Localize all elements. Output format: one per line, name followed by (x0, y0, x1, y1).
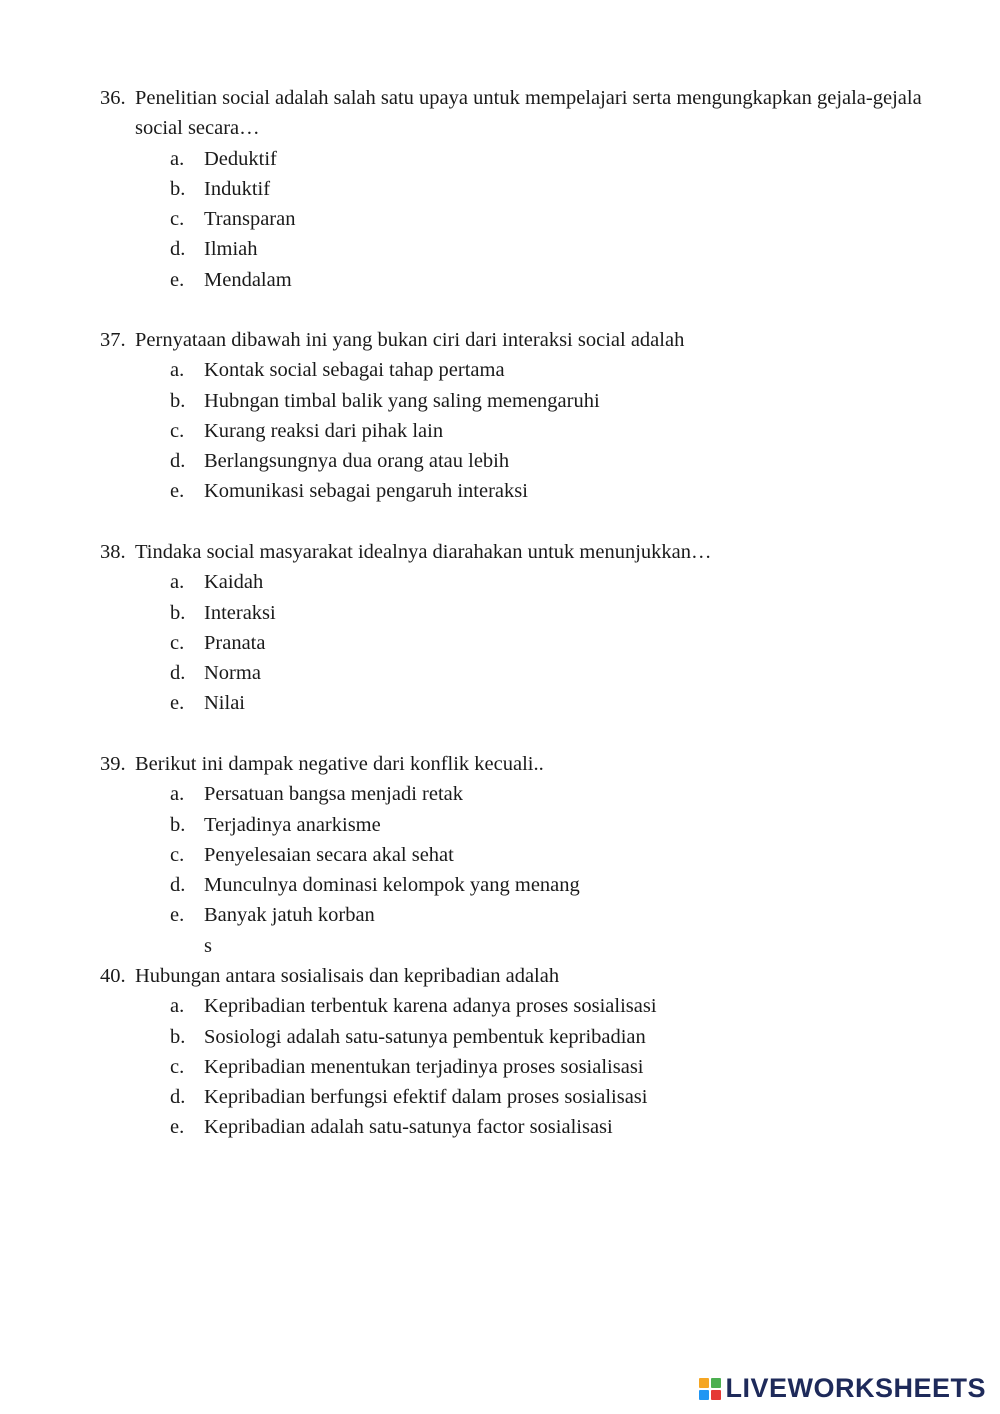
logo-square-1 (699, 1378, 709, 1388)
option-letter: b. (170, 177, 186, 200)
option-text: Interaksi (204, 601, 276, 624)
question-number: 40. (100, 965, 126, 987)
option-list (100, 144, 970, 295)
option-letter: b. (170, 1025, 186, 1048)
option-e[interactable] (100, 476, 970, 506)
option-letter: e. (170, 480, 185, 503)
option-text: Induktif (204, 177, 271, 200)
option-text: Munculnya dominasi kelompok yang menang (204, 874, 580, 897)
option-c[interactable] (100, 1052, 970, 1082)
option-b[interactable] (100, 386, 970, 416)
option-list (100, 991, 970, 1142)
option-e[interactable] (100, 265, 970, 295)
option-b[interactable] (100, 174, 970, 204)
question-number: 39. (100, 753, 126, 775)
option-e[interactable] (100, 688, 970, 718)
question-text: Berikut ini dampak negative dari konflik kecuali.. (135, 753, 544, 775)
option-d[interactable] (100, 446, 970, 476)
option-text: Transparan (204, 208, 296, 231)
logo-square-3 (699, 1390, 709, 1400)
option-b[interactable] (100, 1022, 970, 1052)
option-letter: d. (170, 1086, 186, 1109)
question-stem (100, 325, 970, 355)
option-text: Kaidah (204, 571, 264, 594)
option-text: Kurang reaksi dari pihak lain (204, 419, 444, 442)
option-letter: e. (170, 904, 185, 927)
question-39 (100, 749, 970, 961)
option-text: Komunikasi sebagai pengaruh interaksi (204, 480, 528, 503)
option-d[interactable] (100, 870, 970, 900)
liveworksheets-logo-icon (699, 1378, 721, 1400)
option-text: Norma (204, 662, 261, 685)
option-d[interactable] (100, 1082, 970, 1112)
option-text: Terjadinya anarkisme (204, 813, 381, 836)
option-e[interactable] (100, 900, 970, 930)
option-e[interactable] (100, 1112, 970, 1142)
option-letter: c. (170, 419, 185, 442)
option-text: Kepribadian berfungsi efektif dalam proses sosialisasi (204, 1086, 648, 1109)
option-c[interactable] (100, 204, 970, 234)
option-list (100, 567, 970, 718)
question-stem (100, 83, 970, 144)
option-text: Kontak social sebagai tahap pertama (204, 359, 505, 382)
option-letter: d. (170, 238, 186, 261)
option-text: Kepribadian terbentuk karena adanya proses sosialisasi (204, 995, 657, 1018)
option-b[interactable] (100, 598, 970, 628)
liveworksheets-logo[interactable] (699, 1373, 986, 1404)
option-letter: c. (170, 1055, 185, 1078)
option-text: Penyelesaian secara akal sehat (204, 843, 454, 866)
question-36 (100, 83, 970, 295)
option-letter: a. (170, 995, 185, 1018)
question-text: Tindaka social masyarakat idealnya diarahakan untuk menunjukkan… (135, 541, 712, 563)
option-letter: a. (170, 783, 185, 806)
question-40 (100, 961, 970, 1143)
option-list (100, 355, 970, 506)
option-a[interactable] (100, 779, 970, 809)
option-letter: d. (170, 450, 186, 473)
option-letter: d. (170, 662, 186, 685)
option-text: Deduktif (204, 147, 277, 170)
option-text: Hubngan timbal balik yang saling memengaruhi (204, 389, 600, 412)
option-letter: b. (170, 389, 186, 412)
option-b[interactable] (100, 810, 970, 840)
question-stem (100, 537, 970, 567)
option-d[interactable] (100, 234, 970, 264)
question-number: 36. (100, 87, 126, 109)
option-c[interactable] (100, 628, 970, 658)
option-list (100, 779, 970, 930)
option-text: Kepribadian adalah satu-satunya factor sosialisasi (204, 1116, 613, 1139)
option-letter: b. (170, 601, 186, 624)
option-d[interactable] (100, 658, 970, 688)
question-text: Hubungan antara sosialisais dan kepribadian adalah (135, 965, 560, 987)
option-text: Pranata (204, 631, 266, 654)
question-38 (100, 537, 970, 719)
stray-character: s (204, 934, 212, 957)
question-37 (100, 325, 970, 507)
option-letter: a. (170, 359, 185, 382)
option-text: Kepribadian menentukan terjadinya proses sosialisasi (204, 1055, 644, 1078)
option-text: Nilai (204, 692, 245, 715)
question-text: Penelitian social adalah salah satu upaya untuk mempelajari serta mengungkapkan gejala-gejala social secara… (135, 87, 922, 140)
option-letter: d. (170, 874, 186, 897)
option-letter: b. (170, 813, 186, 836)
option-c[interactable] (100, 840, 970, 870)
option-letter: e. (170, 692, 185, 715)
option-text: Berlangsungnya dua orang atau lebih (204, 450, 510, 473)
option-text: Persatuan bangsa menjadi retak (204, 783, 464, 806)
option-letter: a. (170, 147, 185, 170)
option-letter: c. (170, 843, 185, 866)
logo-square-4 (711, 1390, 721, 1400)
option-a[interactable] (100, 567, 970, 597)
option-letter: e. (170, 1116, 185, 1139)
logo-text: LIVEWORKSHEETS (725, 1373, 986, 1403)
question-stem (100, 961, 970, 991)
question-stem (100, 749, 970, 779)
option-a[interactable] (100, 144, 970, 174)
question-number: 38. (100, 541, 126, 563)
option-letter: c. (170, 208, 185, 231)
option-c[interactable] (100, 416, 970, 446)
option-a[interactable] (100, 355, 970, 385)
option-text: Mendalam (204, 268, 292, 291)
option-a[interactable] (100, 991, 970, 1021)
option-letter: a. (170, 571, 185, 594)
logo-square-2 (711, 1378, 721, 1388)
option-text: Sosiologi adalah satu-satunya pembentuk kepribadian (204, 1025, 646, 1048)
option-letter: e. (170, 268, 185, 291)
question-text: Pernyataan dibawah ini yang bukan ciri dari interaksi social adalah (135, 329, 685, 351)
option-letter: c. (170, 631, 185, 654)
option-text: Banyak jatuh korban (204, 904, 375, 927)
question-number: 37. (100, 329, 126, 351)
option-text: Ilmiah (204, 238, 258, 261)
